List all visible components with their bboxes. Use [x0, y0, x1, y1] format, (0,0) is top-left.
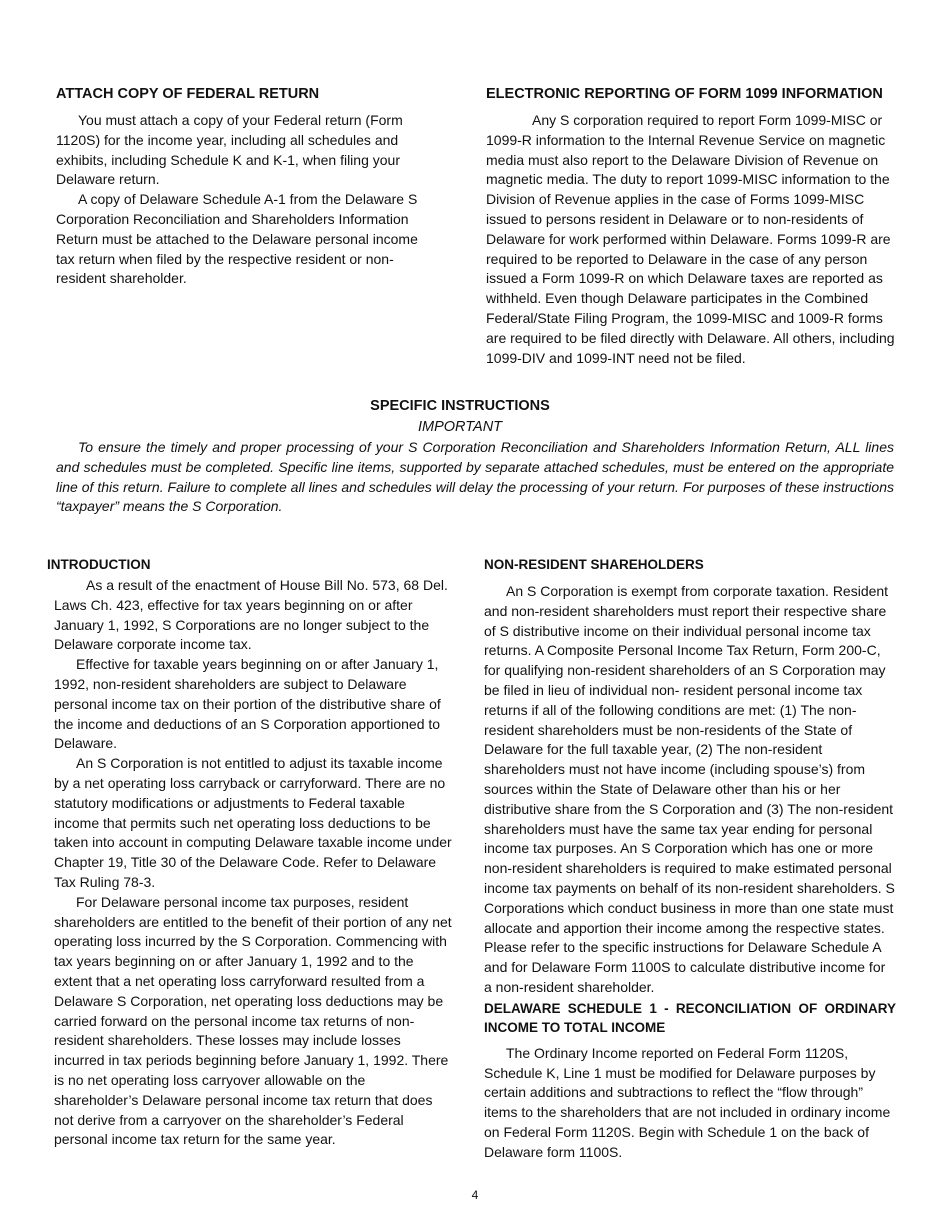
specific-instructions-heading: SPECIFIC INSTRUCTIONS — [370, 398, 550, 414]
electronic-reporting-section — [486, 84, 898, 368]
schedule-1-heading: DELAWARE SCHEDULE 1 - RECONCILIATION OF ORDINARY INCOME TO TOTAL INCOME — [484, 1000, 896, 1035]
attach-paragraph-2: A copy of Delaware Schedule A-1 from the Delaware S Corporation Reconciliation and Shareholders Information Return must be attached to the Delaware personal income tax return when filed by the respective resident or non-resident shareholder. — [56, 191, 418, 287]
attach-federal-return-heading: ATTACH COPY OF FEDERAL RETURN — [56, 86, 320, 102]
introduction-paragraph-4: For Delaware personal income tax purposes, resident shareholders are entitled to the benefit of their portion of any net operating loss incurred by the S Corporation. Commencing with tax years beginning on or after January 1, 1992 and to the extent that a net operating loss carryforward resulted from a Delaware S Corporation, net operating loss deductions may be carried forward on the personal income tax returns of non-resident shareholders. These losses may include losses incurred in tax periods beginning before January 1, 1992. There is no net operating loss carryover allowable on the shareholder’s Delaware personal income tax return that does not derive from a carryover on the shareholder’s Federal personal income tax return for the same year. — [54, 893, 452, 1148]
introduction-paragraph-3: An S Corporation is not entitled to adjust its taxable income by a net operating loss carryback or carryforward. There are no statutory modifications or adjustments to Federal taxable income that permits such net operating loss deductions to be taken into account in computing Delaware taxable income under Chapter 19, Title 30 of the Delaware Code. Refer to Delaware Tax Ruling 78-3. — [54, 755, 452, 890]
page-number: 4 — [471, 1188, 479, 1202]
electronic-reporting-heading: ELECTRONIC REPORTING OF FORM 1099 INFORMATION — [486, 86, 883, 102]
introduction-paragraph-2: Effective for taxable years beginning on or after January 1, 1992, non-resident shareholders are subject to Delaware personal income tax on their portion of the distributive share of the income and deductions of an S Corporation apportioned to Delaware. — [54, 656, 441, 752]
introduction-paragraph-1: As a result of the enactment of House Bill No. 573, 68 Del. Laws Ch. 423, effective for tax years beginning on or after January 1, 1992, S Corporations are no longer subject to the Delaware corporate income tax. — [54, 577, 448, 653]
non-resident-heading: NON-RESIDENT SHAREHOLDERS — [484, 557, 704, 572]
attach-federal-return-section — [56, 84, 434, 289]
important-notice — [56, 438, 894, 517]
specific-instructions-header — [0, 396, 920, 438]
important-subheading: IMPORTANT — [417, 419, 503, 435]
attach-paragraph-1: You must attach a copy of your Federal return (Form 1120S) for the income year, including all schedules and exhibits, including Schedule K and K-1, when filing your Delaware return. — [56, 112, 403, 188]
non-resident-shareholders-section — [484, 555, 896, 1163]
introduction-heading: INTRODUCTION — [47, 557, 151, 572]
electronic-reporting-paragraph: Any S corporation required to report Form 1099-MISC or 1099-R information to the Internal Revenue Service on magnetic media must also report to the Delaware Division of Revenue on magnetic media. The duty to report 1099-MISC information to the Division of Revenue applies in the case of Forms 1099-MISC issued to persons resident in Delaware or to non-residents of Delaware for work performed within Delaware. Forms 1099-R are required to be reported to Delaware in the case of any person issued a Form 1099-R on which Delaware taxes are reported as withheld. Even though Delaware participates in the Combined Federal/State Filing Program, the 1099-MISC and 1009-R forms are required to be filed directly with Delaware. All others, including 1099-DIV and 1099-INT need not be filed. — [486, 112, 895, 366]
introduction-section — [47, 555, 453, 1150]
non-resident-paragraph: An S Corporation is exempt from corporate taxation. Resident and non-resident shareholders must report their respective share of S distributive income on their individual personal income tax returns. A Composite Personal Income Tax Return, Form 200-C, for qualifying non-resident shareholders of an S Corporation may be filed in lieu of individual non- resident personal income tax returns if all of the following conditions are met: (1) The non-resident shareholders must be non-residents of the State of Delaware for the full taxable year, (2) The non-resident shareholders must not have income (including spouse’s) from sources within the State of Delaware other than his or her distributive share from the S Corporation and (3) The non-resident shareholders must have the same tax year ending for personal income tax purposes. An S Corporation which has one or more non-resident shareholders is required to make estimated personal income tax payments on behalf of its non-resident shareholders. S Corporations which conduct business in more than one state must allocate and apportion their income among the respective states. Please refer to the specific instructions for Delaware Schedule A and for Delaware Form 1100S to calculate distributive income for a non-resident shareholder. — [484, 583, 895, 995]
schedule-1-paragraph: The Ordinary Income reported on Federal Form 1120S, Schedule K, Line 1 must be modified for Delaware purposes by certain additions and subtractions to reflect the “flow through” items to the shareholders that are not included in ordinary income on Federal Form 1120S. Begin with Schedule 1 on the back of Delaware form 1100S. — [484, 1044, 891, 1160]
important-paragraph: To ensure the timely and proper processing of your S Corporation Reconciliation and Shareholders Information Return, ALL lines and schedules must be completed. Specific line items, supported by separate attached schedules, must be entered on the appropriate line of this return. Failure to complete all lines and schedules will delay the processing of your return. For purposes of these instructions “taxpayer” means the S Corporation. — [56, 439, 894, 515]
